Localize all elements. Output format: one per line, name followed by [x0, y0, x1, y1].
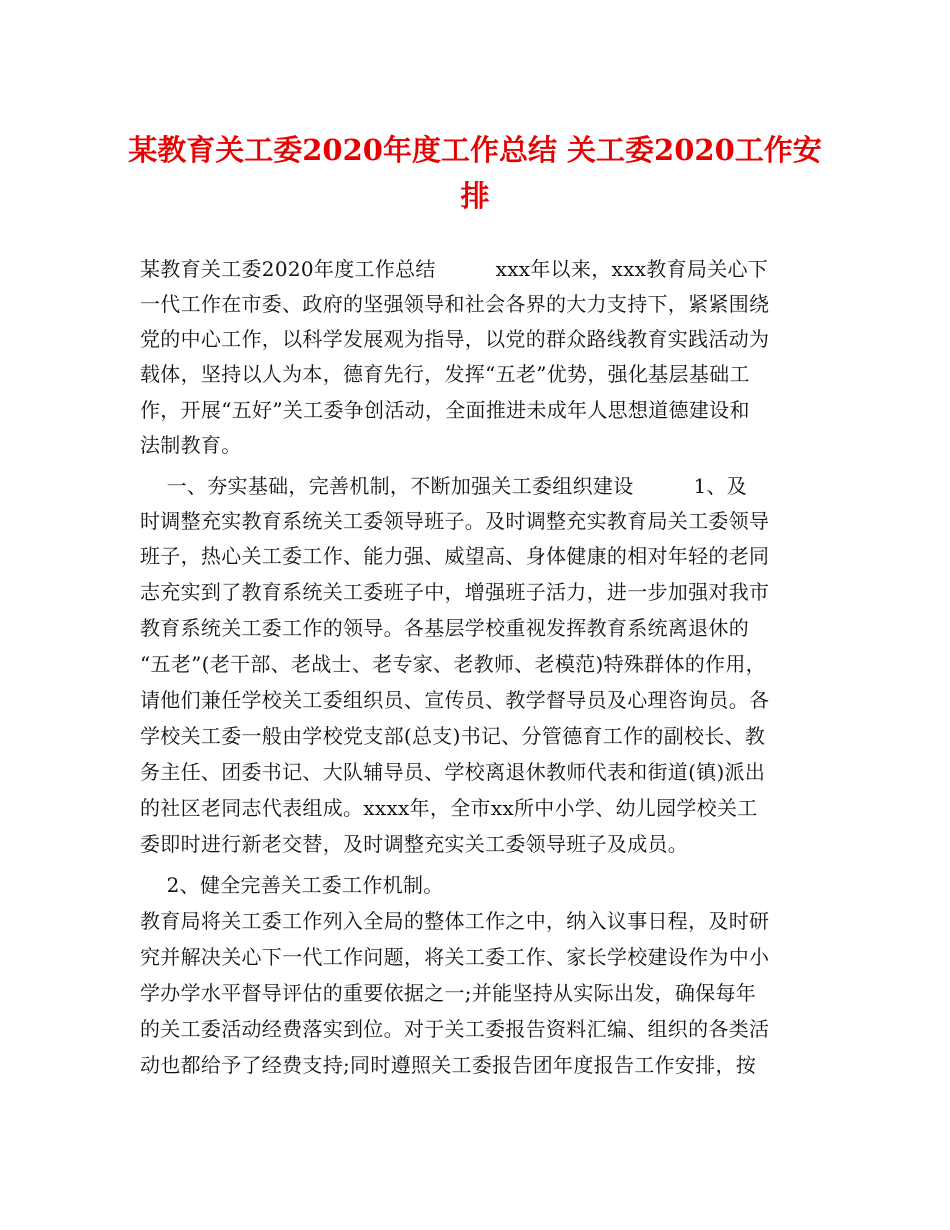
- body-line: 一代工作在市委、政府的坚强领导和社会各界的大力支持下，紧紧围绕: [140, 292, 770, 316]
- body-line: 究并解决关心下一代工作问题，将关工委工作、家长学校建设作为中小: [140, 945, 770, 969]
- body-line: 学校关工委一般由学校党支部(总支)书记、分管德育工作的副校长、教: [140, 724, 766, 748]
- body-line: 2、健全完善关工委工作机制。: [140, 873, 444, 897]
- document-title-line-2: 排: [460, 179, 490, 213]
- body-line: 请他们兼任学校关工委组织员、宣传员、教学督导员及心理咨询员。各: [140, 688, 770, 712]
- document-title-line-1: 某教育关工委2020年度工作总结 关工委2020工作安: [128, 133, 822, 167]
- body-line: 班子，热心关工委工作、能力强、威望高、身体健康的相对年轻的老同: [140, 544, 770, 568]
- body-line: 法制教育。: [140, 433, 242, 457]
- body-line: 志充实到了教育系统关工委班子中，增强班子活力，进一步加强对我市: [140, 580, 770, 604]
- body-line: 学办学水平督导评估的重要依据之一;并能坚持从实际出发，确保每年: [140, 981, 757, 1005]
- body-line: 教育局将关工委工作列入全局的整体工作之中，纳入议事日程，及时研: [140, 909, 770, 933]
- body-line: 某教育关工委2020年度工作总结 xxx年以来，xxx教育局关心下: [140, 257, 769, 281]
- body-line: 作，开展“五好”关工委争创活动，全面推进未成年人思想道德建设和: [140, 398, 750, 422]
- body-line: 载体，坚持以人为本，德育先行，发挥“五老”优势，强化基层基础工: [140, 362, 750, 386]
- body-line: 务主任、团委书记、大队辅导员、学校离退休教师代表和街道(镇)派出: [140, 760, 766, 784]
- body-line: 一、夯实基础，完善机制，不断加强关工委组织建设 1、及: [140, 474, 748, 498]
- body-line: “五老”(老干部、老战士、老专家、老教师、老模范)特殊群体的作用，: [140, 652, 766, 676]
- body-line: 教育系统关工委工作的领导。各基层学校重视发挥教育系统离退休的: [140, 616, 749, 640]
- body-line: 的社区老同志代表组成。xxxx年，全市xx所中小学、幼儿园学校关工: [140, 796, 758, 820]
- body-line: 时调整充实教育系统关工委领导班子。及时调整充实教育局关工委领导: [140, 509, 770, 533]
- body-line: 党的中心工作，以科学发展观为指导，以党的群众路线教育实践活动为: [140, 327, 770, 351]
- body-line: 动也都给予了经费支持;同时遵照关工委报告团年度报告工作安排，按: [140, 1053, 757, 1077]
- body-line: 委即时进行新老交替，及时调整充实关工委领导班子及成员。: [140, 832, 689, 856]
- body-line: 的关工委活动经费落实到位。对于关工委报告资料汇编、组织的各类活: [140, 1017, 770, 1041]
